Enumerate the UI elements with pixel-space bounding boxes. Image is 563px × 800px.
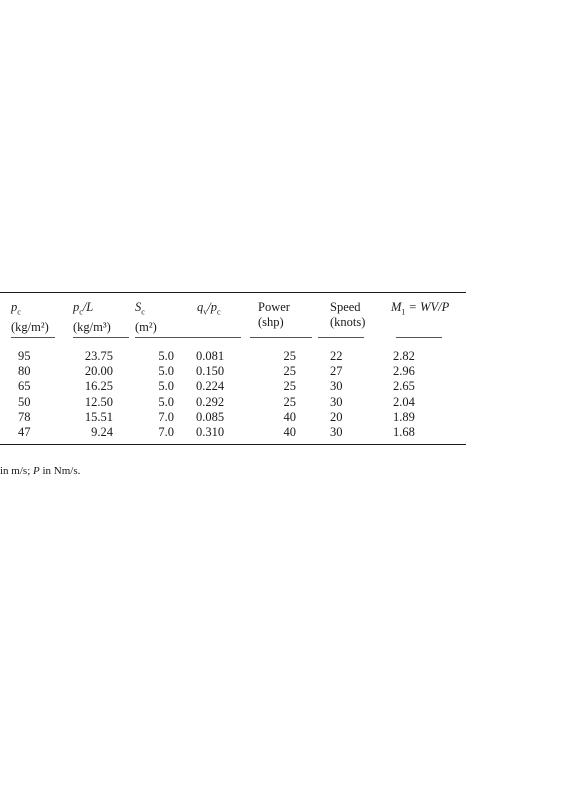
header-qv-over-pc: $q_v/p_c$ [197, 300, 221, 317]
table-cell: 20 [330, 409, 343, 424]
table-cell: 0.081 [196, 349, 225, 363]
header-m1: $M_1 = WV/P$ [391, 300, 450, 317]
header-underline [11, 337, 55, 338]
table-cell: 0.292 [196, 394, 225, 409]
table-cell: 15.51 [84, 409, 113, 424]
table-cell: 2.96 [393, 364, 415, 379]
table-cell: 25 [283, 394, 296, 409]
header-power: Power (shp) [258, 300, 290, 329]
table-cell: 30 [330, 379, 343, 394]
table-cell: 1.68 [393, 425, 415, 439]
table-cell: 30 [330, 425, 343, 439]
table-cell: 80 [18, 364, 31, 379]
table-top-rule [0, 292, 466, 293]
header-underline [250, 337, 312, 338]
table-cell: 0.224 [196, 379, 225, 394]
header-underline [318, 337, 364, 338]
table-cell: 9.24 [91, 425, 113, 439]
header-sc: $S_c$ (m²) [135, 300, 157, 334]
table-cell: 5.0 [158, 379, 174, 394]
table-cell: 12.50 [84, 394, 113, 409]
table-cell: 95 [18, 349, 31, 363]
table-cell: 25 [283, 364, 296, 379]
table-cell: 50 [18, 394, 31, 409]
table-cell: 16.25 [84, 379, 113, 394]
header-underline [173, 337, 241, 338]
table-cell: 22 [330, 349, 343, 363]
header-speed: Speed (knots) [330, 300, 366, 329]
table-cell: 5.0 [158, 364, 174, 379]
table-cell: 40 [283, 425, 296, 439]
table-cell: 20.00 [84, 364, 113, 379]
table-cell: 0.150 [196, 364, 225, 379]
table-cell: 2.04 [393, 394, 415, 409]
table-cell: 7.0 [158, 425, 174, 439]
table-cell: 40 [283, 409, 296, 424]
table-bottom-rule [0, 444, 466, 445]
table-cell: 0.310 [196, 425, 225, 439]
table-cell: 25 [283, 379, 296, 394]
table-cell: 23.75 [84, 349, 113, 363]
header-underline [135, 337, 175, 338]
table-cell: 0.085 [196, 409, 225, 424]
header-pc: $p_c$ (kg/m²) [11, 300, 49, 334]
table-cell: 27 [330, 364, 343, 379]
table-cell: 2.65 [393, 379, 415, 394]
table-cell: 1.89 [393, 409, 415, 424]
table-cell: 30 [330, 394, 343, 409]
table-cell: 7.0 [158, 409, 174, 424]
table-footnote: in m/s; P in Nm/s. [0, 465, 81, 477]
table-cell: 47 [18, 425, 31, 439]
table-cell: 2.82 [393, 349, 415, 363]
header-pc-over-l: $p_c/L$ (kg/m³) [73, 300, 111, 334]
header-underline [73, 337, 129, 338]
header-underline [396, 337, 442, 338]
table-cell: 65 [18, 379, 31, 394]
table-cell: 5.0 [158, 394, 174, 409]
table-cell: 78 [18, 409, 31, 424]
table-cell: 5.0 [158, 349, 174, 363]
table-cell: 25 [283, 349, 296, 363]
